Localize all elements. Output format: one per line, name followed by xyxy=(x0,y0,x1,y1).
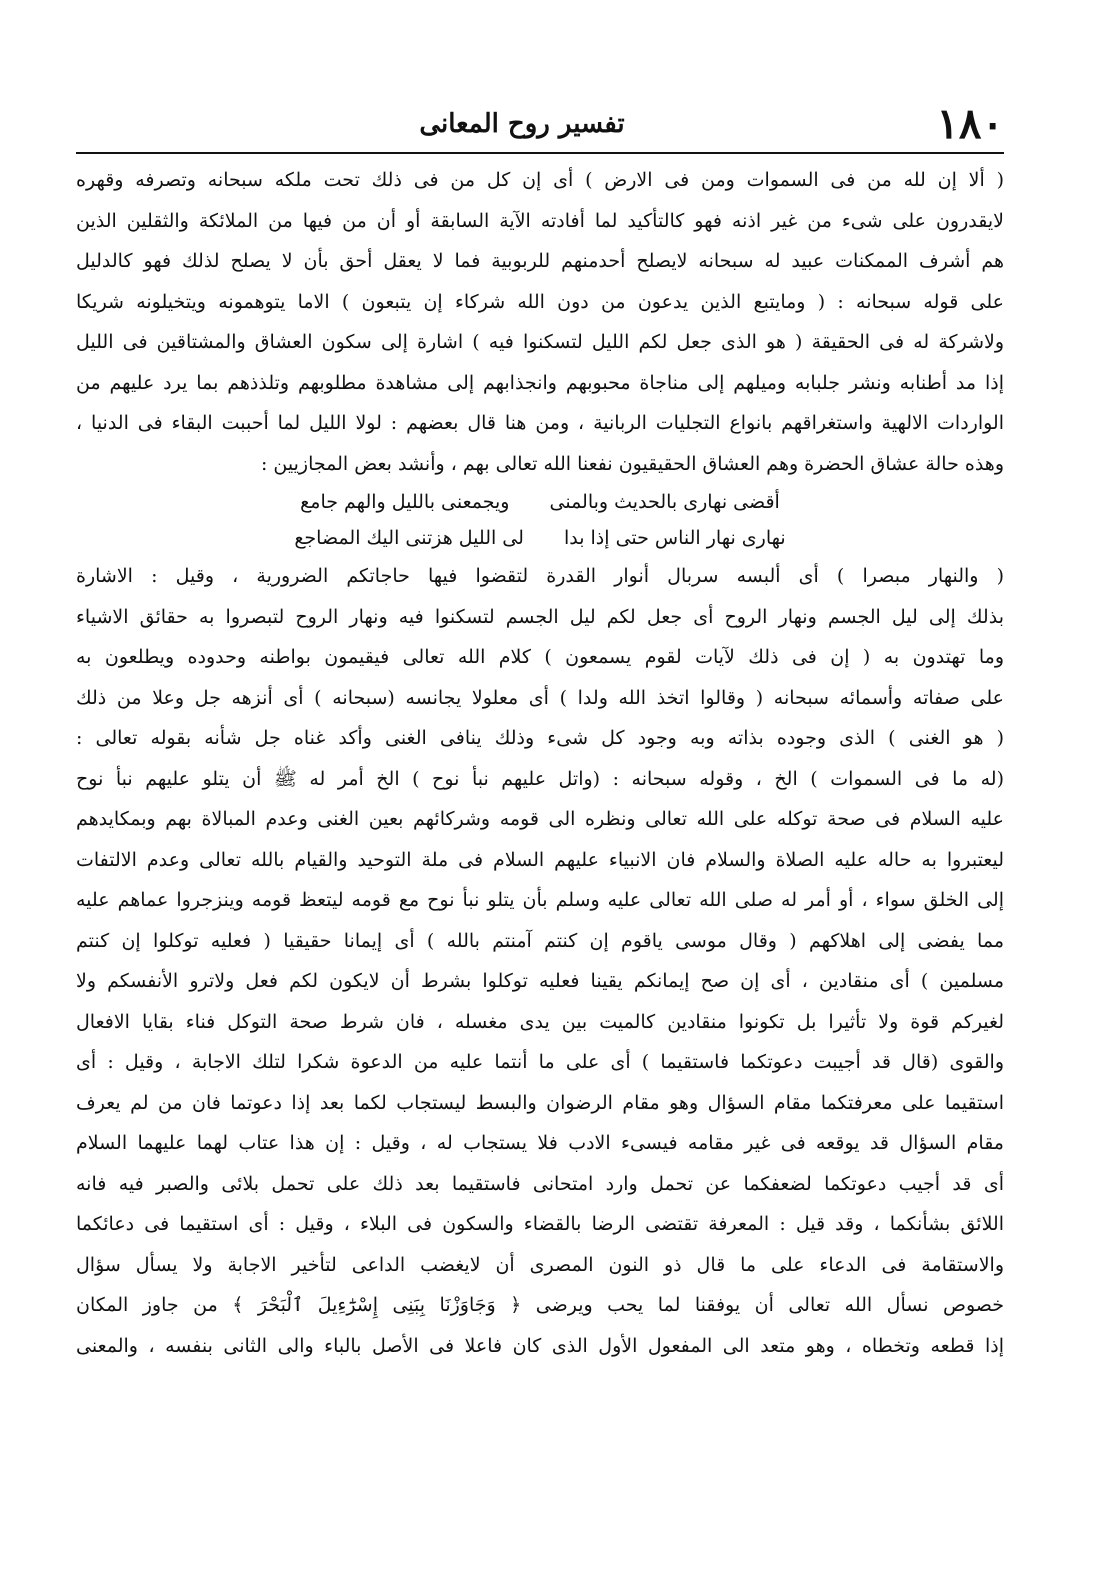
text-line: لغيركم قوة ولا تأثيرا بل تكونوا منقادين كالميت بين يدى مغسله ، فان شرط صحة التوكل فناء بقايا الافعال xyxy=(76,1010,1004,1033)
text-line: مسلمين ) أى منقادين ، أى إن صح إيمانكم يقينا فعليه توكلوا بشرط أن لايكون لكم فعل ولاترو الأنفسكم ولا xyxy=(76,970,1004,992)
page-number: ١٨٠ xyxy=(936,99,1004,148)
header-rule xyxy=(76,152,1004,154)
text-line: الواردات الالهية واستغراقهم بانواع التجليات الربانية ، ومن هنا قال بعضهم : لولا الليل لما أحببت البقاء فى الدنيا ، xyxy=(76,412,1004,434)
text-line: بذلك إلى ليل الجسم ونهار الروح أى جعل لكم ليل الجسم لتسكنوا فيه ونهار الروح لتبصروا به حقائق الاشياء xyxy=(76,605,1004,628)
text-line: هم أشرف الممكنات عبيد له سبحانه لايصلح أحدمنهم للربوبية فما لا يعقل أحق بأن لا يصلح لذلك فهو كالدليل xyxy=(76,250,1004,272)
verse-second-hemistich: ويجمعنى بالليل والهم جامع xyxy=(300,491,510,513)
text-line: والقوى (قال قد أجيبت دعوتكما فاستقيما ) أى على ما أنتما عليه من الدعوة شكرا لتلك الاجابة ، وقيل : أى xyxy=(76,1051,1004,1073)
text-line: ( والنهار مبصرا ) أى ألبسه سربال أنوار القدرة لتقضوا فيها حاجاتكم الضرورية ، وقيل : الاشارة xyxy=(76,565,1004,587)
text-line: استقيما على معرفتكما مقام السؤال وهو مقام الرضوان والبسط ليستجاب لكما بعد إذا دعوتما فان من لم يعرف xyxy=(76,1091,1004,1114)
text-line: ولاشركة له فى الحقيقة ( هو الذى جعل لكم الليل لتسكنوا فيه ) اشارة إلى سكون العشاق والمشتاقين فى الليل xyxy=(76,331,1004,353)
body-text xyxy=(76,160,1004,1366)
text-line: وهذه حالة عشاق الحضرة وهم العشاق الحقيقيون نفعنا الله تعالى بهم ، وأنشد بعض المجازيين : xyxy=(260,452,1004,475)
text-line: على قوله سبحانه : ( ومايتبع الذين يدعون من دون الله شركاء إن يتبعون ) الاما يتوهمونه ويتخيلونه شريكا xyxy=(76,290,1004,313)
page-header xyxy=(76,96,1004,152)
verse-first-hemistich: نهارى نهار الناس حتى إذا بدا xyxy=(563,527,786,549)
running-title: تفسير روح المعانى xyxy=(419,109,625,139)
text-line: مما يفضى إلى اهلاكهم ( وقال موسى ياقوم إن كنتم آمنتم بالله ) أى إيمانا حقيقيا ( فعليه توكلوا إن كنتم xyxy=(76,929,1004,952)
text-line: ( هو الغنى ) الذى وجوده بذاته وبه وجود كل شىء وذلك ينافى الغنى وأكد غناه جل شأنه بقوله تعالى : xyxy=(76,727,1004,749)
text-line: ( ألا إن لله من فى السموات ومن فى الارض ) أى إن كل من فى ذلك تحت ملكه سبحانه وتصرفه وقهره xyxy=(76,169,1004,191)
text-line: اللائق بشأنكما ، وقد قيل : المعرفة تقتضى الرضا بالقضاء والسكون فى البلاء ، وقيل : أى استقيما فى دعائكما xyxy=(76,1213,1004,1235)
text-line: خصوص نسأل الله تعالى أن يوفقنا لما يحب ويرضى ﴿ وَجَاوَزْنَا بِبَنِى إِسْرَٰٓءِيلَ ٱلْبَحْرَ ﴾ من جاوز المكان xyxy=(76,1294,1004,1316)
text-line: أى قد أجيب دعوتكما لضعفكما عن تحمل وارد امتحانى فاستقيما بعد ذلك على تحمل بلائى والصبر فيه فانه xyxy=(76,1172,1004,1195)
text-line: والاستقامة فى الدعاء على ما قال ذو النون المصرى أن لايغضب الداعى لتأخير الاجابة ولا يسأل سؤال xyxy=(76,1253,1004,1276)
poetry-verse xyxy=(76,484,1004,520)
text-line: (له ما فى السموات ) الخ ، وقوله سبحانه : (واتل عليهم نبأ نوح ) الخ أمر له ﷺ أن يتلو عليهم نبأ نوح xyxy=(76,767,1004,790)
verse-second-hemistich: لى الليل هزتنى اليك المضاجع xyxy=(294,527,524,549)
text-line: لايقدرون على شىء من غير اذنه فهو كالتأكيد لما أفادته الآية السابقة أو أن من فيها من الملائكة والثقلين الذين xyxy=(76,209,1004,232)
verse-first-hemistich: أقضى نهارى بالحديث وبالمنى xyxy=(549,491,780,513)
poetry-verse xyxy=(76,520,1004,556)
text-line: وما تهتدون به ( إن فى ذلك لآيات لقوم يسمعون ) كلام الله تعالى فيقيمون بواطنه وحدوده ويطلعون به xyxy=(76,646,1004,668)
text-line: إلى الخلق سواء ، أو أمر له صلى الله تعالى عليه وسلم بأن يتلو نبأ نوح مع قومه ليتعظ قومه وينزجروا عماهم عليه xyxy=(76,889,1004,911)
text-line: على صفاته وأسمائه سبحانه ( وقالوا اتخذ الله ولدا ) أى معلولا يجانسه (سبحانه ) أى أنزهه جل وعلا من ذلك xyxy=(76,686,1004,709)
text-line: إذا مد أطنابه ونشر جلبابه وميلهم إلى مناجاة محبوبهم وانجذابهم إلى مشاهدة مطلوبهم وتلذذهم بما يرد عليهم من xyxy=(76,371,1004,394)
text-line: عليه السلام فى صحة توكله على الله تعالى ونظره الى قومه وشركائهم بعين الغنى وعدم المبالاة بهم وبمكايدهم xyxy=(76,808,1004,830)
text-line: إذا قطعه وتخطاه ، وهو متعد الى المفعول الأول الذى كان فاعلا فى الأصل بالباء والى الثانى بنفسه ، والمعنى xyxy=(76,1334,1004,1357)
text-line: ليعتبروا به حاله عليه الصلاة والسلام فان الانبياء عليهم السلام فى ملة التوحيد والقيام بالله تعالى وعدم الالتفات xyxy=(76,848,1004,871)
text-line: مقام السؤال قد يوقعه فى غير مقامه فيسىء الادب فلا يستجاب له ، وقيل : إن هذا عتاب لهما عليهما السلام xyxy=(76,1132,1004,1154)
